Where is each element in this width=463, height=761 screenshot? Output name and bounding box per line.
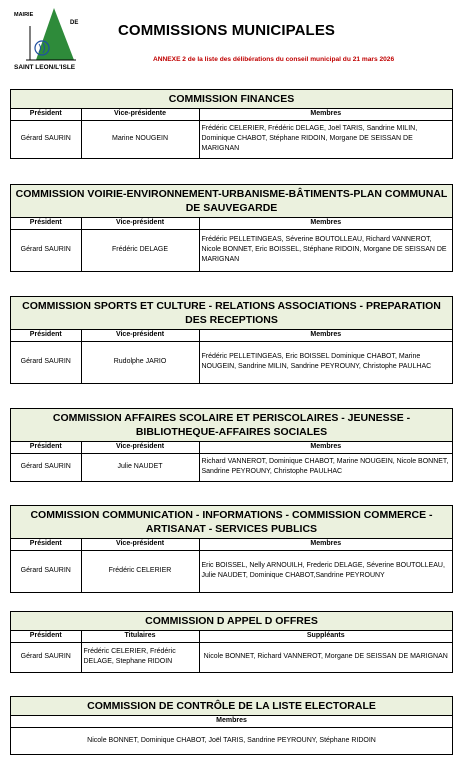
- annex-subtitle: ANNEXE 2 de la liste des délibérations du conseil municipal du 21 mars 2026: [153, 56, 395, 63]
- col-vice: Vice-président: [81, 218, 199, 229]
- commission-sports-culture: [10, 296, 453, 384]
- commission-title: COMMISSION FINANCES: [11, 90, 452, 109]
- col-president: Président: [11, 539, 81, 550]
- suppleants-list: Nicole BONNET, Richard VANNEROT, Morgane DE SEISSAN DE MARIGNAN: [199, 642, 452, 672]
- members-list: Frédéric PELLETINGEAS, Séverine BOUTOLLEAU, Richard VANNEROT, Nicole BONNET, Eric BOISSEL, Stéphane RIDOIN, Morgane DE SEISSAN DE MARIGNAN: [199, 229, 452, 271]
- commission-communication: [10, 505, 453, 593]
- col-president: Président: [11, 109, 81, 120]
- col-members: Membres: [199, 442, 452, 453]
- col-members: Membres: [199, 330, 452, 341]
- col-vice: Vice-président: [81, 442, 199, 453]
- col-members: Membres: [11, 716, 452, 727]
- logo-emblem-icon: [26, 6, 79, 64]
- vice-name: Julie NAUDET: [81, 453, 199, 481]
- col-vice: Vice-président: [81, 539, 199, 550]
- members-list: Frédéric PELLETINGEAS, Eric BOISSEL Dominique CHABOT, Marine NOUGEIN, Sandrine MILIN, Sandrine PEYROUNY, Christophe PAULHAC: [199, 341, 452, 383]
- col-members: Membres: [199, 539, 452, 550]
- members-list: Nicole BONNET, Dominique CHABOT, Joël TARIS, Sandrine PEYROUNY, Stéphane RIDOIN: [11, 727, 452, 754]
- commission-table: [11, 539, 452, 592]
- col-members: Membres: [199, 109, 452, 120]
- col-vice: Vice-présidente: [81, 109, 199, 120]
- col-president: Président: [11, 218, 81, 229]
- commission-liste-electorale: [10, 696, 453, 755]
- col-members: Membres: [199, 218, 452, 229]
- members-list: Eric BOISSEL, Nelly ARNOUILH, Frederic DELAGE, Séverine BOUTOLLEAU, Julie NAUDET, Dominique CHABOT,Sandrine PEYROUNY: [199, 550, 452, 592]
- titulaires-list: Frédéric CELERIER, Frédéric DELAGE, Stephane RIDOIN: [81, 642, 199, 672]
- commission-scolaire: [10, 408, 453, 482]
- commission-title: COMMISSION VOIRIE-ENVIRONNEMENT-URBANISME-BÂTIMENTS-PLAN COMMUNAL DE SAUVEGARDE: [11, 185, 452, 218]
- commission-table: [11, 330, 452, 383]
- president-name: Gérard SAURIN: [11, 120, 81, 158]
- president-name: Gérard SAURIN: [11, 341, 81, 383]
- vice-name: Frédéric CELERIER: [81, 550, 199, 592]
- president-name: Gérard SAURIN: [11, 229, 81, 271]
- commission-table: [11, 218, 452, 271]
- col-president: Président: [11, 442, 81, 453]
- members-list: Richard VANNEROT, Dominique CHABOT, Marine NOUGEIN, Nicole BONNET, Sandrine PEYROUNY, Christophe PAULHAC: [199, 453, 452, 481]
- commission-title: COMMISSION COMMUNICATION - INFORMATIONS - COMMISSION COMMERCE - ARTISANAT - SERVICES PUBLICS: [11, 506, 452, 539]
- commission-title: COMMISSION AFFAIRES SCOLAIRE ET PERISCOLAIRES - JEUNESSE - BIBLIOTHEQUE-AFFAIRES SOCIALES: [11, 409, 452, 442]
- commission-table: [11, 109, 452, 158]
- commission-voirie: [10, 184, 453, 272]
- president-name: Gérard SAURIN: [11, 550, 81, 592]
- commission-title: COMMISSION SPORTS ET CULTURE - RELATIONS ASSOCIATIONS - PREPARATION DES RECEPTIONS: [11, 297, 452, 330]
- commission-title: COMMISSION DE CONTRÔLE DE LA LISTE ELECTORALE: [11, 697, 452, 716]
- logo-town-name: SAINT LEON/L'ISLE: [14, 64, 76, 71]
- logo-de-text: DE: [70, 20, 79, 26]
- members-list: Frédéric CELERIER, Frédéric DELAGE, Joël TARIS, Sandrine MILIN, Dominique CHABOT, Stéphane RIDOIN, Morgane DE SEISSAN DE MARIGNAN: [199, 120, 452, 158]
- commission-table: [11, 442, 452, 481]
- president-name: Gérard SAURIN: [11, 453, 81, 481]
- commission-table: [11, 716, 452, 754]
- vice-name: Frédéric DELAGE: [81, 229, 199, 271]
- page-title: COMMISSIONS MUNICIPALES: [118, 22, 336, 39]
- col-titulaires: Titulaires: [81, 631, 199, 642]
- president-name: Gérard SAURIN: [11, 642, 81, 672]
- col-president: Président: [11, 631, 81, 642]
- col-suppleants: Suppléants: [199, 631, 452, 642]
- commission-appel-offres: [10, 611, 453, 673]
- vice-name: Rudolphe JARIO: [81, 341, 199, 383]
- vice-name: Marine NOUGEIN: [81, 120, 199, 158]
- commission-finances: [10, 89, 453, 159]
- col-president: Président: [11, 330, 81, 341]
- commission-table: [11, 631, 452, 672]
- logo-mairie-text: MAIRIE: [14, 12, 34, 18]
- col-vice: Vice-président: [81, 330, 199, 341]
- mairie-logo: [14, 6, 86, 74]
- commission-title: COMMISSION D APPEL D OFFRES: [11, 612, 452, 631]
